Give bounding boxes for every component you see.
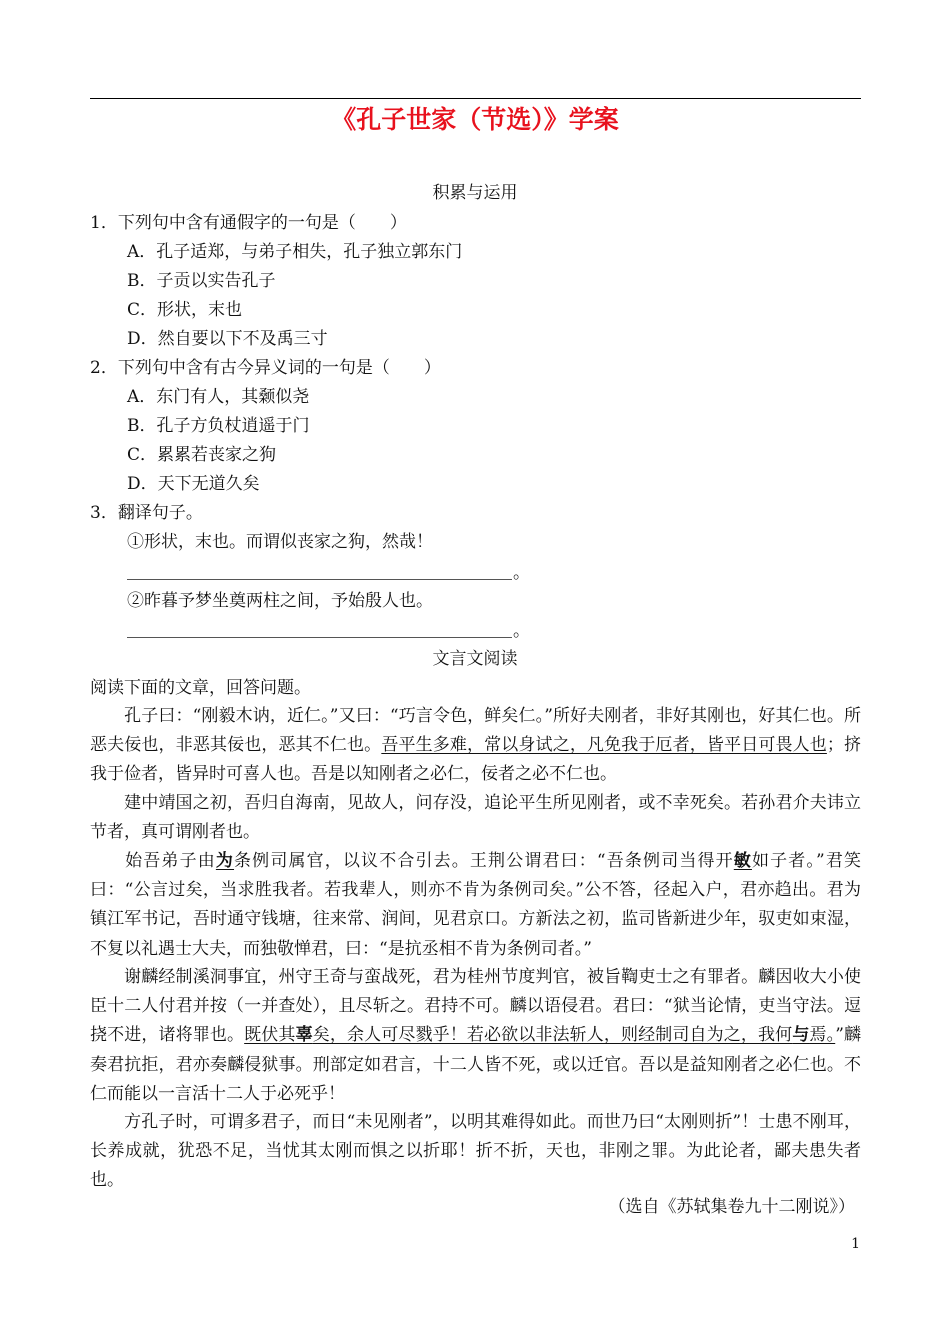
passage-paragraph-3: 始吾弟子由为条例司属官，以议不合引去。王荆公谓君曰：“吾条例司当得开敏如子者。”君笑曰：“公言过矣，当求胜我者。若我辈人，则亦不肯为条例司矣。”公不答，径起入户，君亦趋出。君为镇江军书记，吾时通守钱塘，往来常、润间，见君京口。方新法之初，监司皆新进少年，驭吏如束湿，不复以礼遇士大夫，而独敬惮君，曰：“是抗丞相不肯为条例司者。” <box>90 851 862 959</box>
passage-source: （选自《苏轼集卷九十二刚说》） <box>608 1197 855 1217</box>
q3-answer-line-2[interactable] <box>127 637 512 638</box>
q1-option-c: C．形状，末也 <box>127 300 243 320</box>
passage-paragraph-1: 孔子曰：“刚毅木讷，近仁。”又曰：“巧言令色，鲜矣仁。”所好夫刚者，非好其刚也，好其仁也。所恶夫佞也，非恶其佞也，恶其不仁也。吾平生多难，常以身试之，凡免我于厄者，皆平日可畏人也；挤我于俭者，皆异时可喜人也。吾是以知刚者之必仁，佞者之必不仁也。 <box>90 706 862 785</box>
q2-option-d: D．天下无道久矣 <box>127 474 260 494</box>
key-word-yu: 与 <box>792 1025 810 1046</box>
q1-option-b: B．子贡以实告孔子 <box>127 271 276 291</box>
q3-answer-end-2: 。 <box>513 621 530 641</box>
passage-paragraph-2: 建中靖国之初，吾归自海南，见故人，问存没，追论平生所见刚者，或不幸死矣。若孙君介夫讳立节者，真可谓刚者也。 <box>90 793 861 843</box>
key-word-min: 敏 <box>733 851 752 871</box>
underlined-sentence-2c: 焉。 <box>809 1025 836 1046</box>
q2-option-a: A．东门有人，其颡似尧 <box>127 387 310 407</box>
underlined-sentence-1: 吾平生多难，常以身试之，凡免我于厄者，皆平日可畏人也 <box>381 735 827 756</box>
q3-sentence-1: ①形状，末也。而谓似丧家之狗，然哉！ <box>127 532 433 552</box>
underlined-sentence-2a: 既伏其 <box>244 1025 296 1046</box>
header-rule <box>90 98 861 99</box>
passage-paragraph-5: 方孔子时，可谓多君子，而日“未见刚者”，以明其难得如此。而世乃曰“太刚则折”！士患不刚耳，长养成就，犹恐不足，当忧其太刚而惧之以折耶！折不折，天也，非刚之罪。为此论者，鄙夫患失者也。 <box>90 1112 861 1191</box>
key-word-gu: 辜 <box>295 1025 313 1046</box>
q2-option-b: B．孔子方负杖逍遥于门 <box>127 416 310 436</box>
q3-sentence-2: ②昨暮予梦坐奠两柱之间，予始殷人也。 <box>127 591 433 611</box>
page-title: 《孔子世家（节选）》学案 <box>331 105 619 134</box>
question-2-stem: 2．下列句中含有古今异义词的一句是（ ） <box>90 358 441 378</box>
question-1-stem: 1．下列句中含有通假字的一句是（ ） <box>90 213 407 233</box>
q3-answer-line-1[interactable] <box>127 579 512 580</box>
q1-option-d: D．然自要以下不及禹三寸 <box>127 329 328 349</box>
section-heading-accumulation: 积累与运用 <box>432 183 518 203</box>
underlined-sentence-2b: 矣，余人可尽戮乎！若必欲以非法斩人，则经制司自为之，我何 <box>312 1025 793 1046</box>
key-word-wei: 为 <box>215 851 235 871</box>
page-number: 1 <box>851 1236 860 1252</box>
reading-intro: 阅读下面的文章，回答问题。 <box>90 678 311 698</box>
q2-option-c: C．累累若丧家之狗 <box>127 445 277 465</box>
passage-paragraph-4: 谢麟经制溪洞事宜，州守王奇与蛮战死，君为桂州节度判官，被旨鞫吏士之有罪者。麟因收大小使臣十二人付君并按（一并查处），且尽斩之。君持不可。麟以语侵君。君曰：“狱当论情，吏当守法。逗挠不进，诸将罪也。既伏其辜矣，余人可尽戮乎！若必欲以非法斩人，则经制司自为之，我何与焉。”麟奏君抗拒，君亦奏麟侵狱事。刑部定如君言，十二人皆不死，或以迁官。吾以是益知刚者之必仁也。不仁而能以一言活十二人于必死乎！ <box>90 967 862 1104</box>
section-heading-reading: 文言文阅读 <box>432 649 518 669</box>
q1-option-a: A．孔子适郑，与弟子相失，孔子独立郭东门 <box>127 242 463 262</box>
q3-answer-end-1: 。 <box>513 563 530 583</box>
question-3-stem: 3．翻译句子。 <box>90 503 203 523</box>
